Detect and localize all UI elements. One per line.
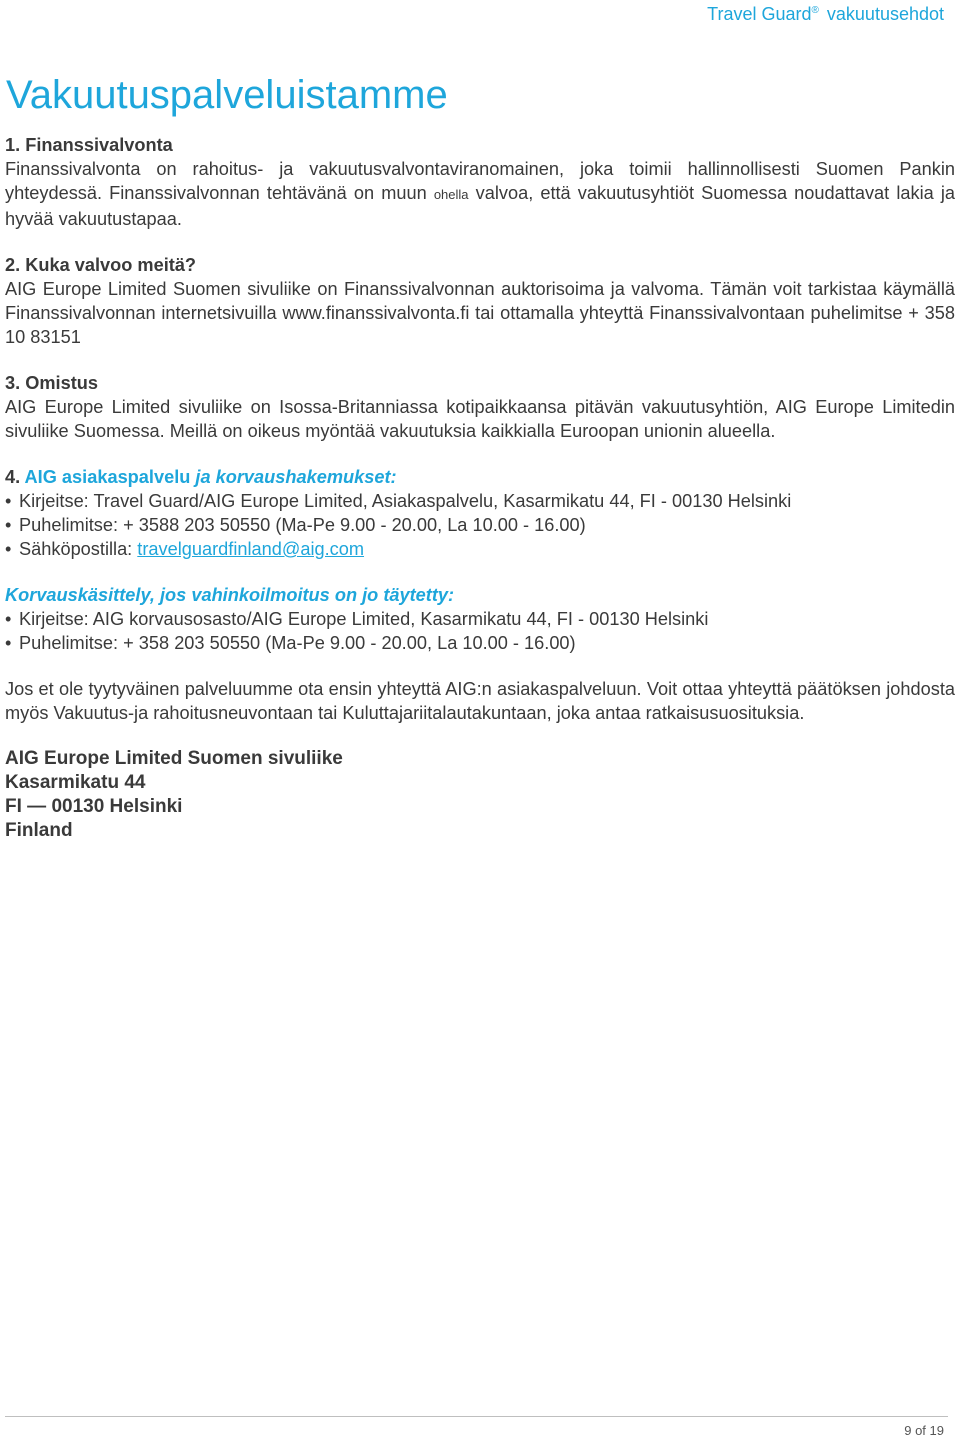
section-claims <box>5 583 955 655</box>
section-kuka-valvoo <box>5 253 955 349</box>
email-label: Sähköpostilla: <box>19 539 138 559</box>
document-body <box>5 133 955 843</box>
section-3-text: AIG Europe Limited sivuliike on Isossa-Britanniassa kotipaikkaansa pitävän vakuutusyhtiön, AIG Europe Limitedin sivuliike Suomessa. Meillä on oikeus myöntää vakuutuksia kaikkialla Euroopan unionin alueella. <box>5 397 955 441</box>
running-header <box>707 4 944 25</box>
section-4-heading <box>5 465 955 489</box>
list-item-text: Kirjeitse: Travel Guard/AIG Europe Limited, Asiakaspalvelu, Kasarmikatu 44, FI - 00130 Helsinki <box>19 491 792 511</box>
header-brand: Travel Guard <box>707 4 812 24</box>
registered-mark: ® <box>811 5 819 16</box>
list-item <box>5 537 955 561</box>
header-doc-title: vakuutusehdot <box>826 4 944 24</box>
section-1-text <box>5 157 955 231</box>
bullet-icon: • <box>5 633 12 653</box>
section-2-heading: 2. Kuka valvoo meitä? <box>5 255 197 275</box>
list-item-text: Puhelimitse: + 358 203 50550 (Ma-Pe 9.00 - 20.00, La 10.00 - 16.00) <box>19 633 576 653</box>
page-title: Vakuutuspalveluistamme <box>6 73 448 117</box>
section-4-heading-italic: ja korvaushakemukset: <box>190 467 397 487</box>
list-item <box>5 607 955 631</box>
list-item <box>5 513 955 537</box>
section-asiakaspalvelu <box>5 465 955 561</box>
section-4-heading-bold: AIG asiakaspalvelu <box>20 467 191 487</box>
list-item-text: Kirjeitse: AIG korvausosasto/AIG Europe Limited, Kasarmikatu 44, FI - 00130 Helsinki <box>19 609 709 629</box>
address-line-city: FI — 00130 Helsinki <box>5 796 183 817</box>
claims-list <box>5 607 955 655</box>
footer-divider <box>5 1416 948 1417</box>
section-finanssivalvonta <box>5 133 955 231</box>
address-line-street: Kasarmikatu 44 <box>5 772 146 793</box>
address-line-country: Finland <box>5 820 73 841</box>
section-2-text: AIG Europe Limited Suomen sivuliike on Finanssivalvonnan auktorisoima ja valvoma. Tämän voit tarkistaa käymällä Finanssivalvonnan internetsivuilla www.finanssivalvonta.fi tai ottamalla yhteyttä Finanssivalvontaan puhelimitse + 358 10 83151 <box>5 279 955 347</box>
list-item <box>5 489 955 513</box>
complaint-paragraph: Jos et ole tyytyväinen palveluumme ota ensin yhteyttä AIG:n asiakaspalveluun. Voit ottaa yhteyttä päätöksen johdosta myös Vakuutus-ja rahoitusneuvontaan tai Kuluttajariitalautakuntaan, joka antaa ratkaisusuosituksia. <box>5 679 955 723</box>
bullet-icon: • <box>5 539 12 559</box>
section-omistus <box>5 371 955 443</box>
bullet-icon: • <box>5 491 12 511</box>
section-1-text-b: valvoa, että vakuutusyhtiöt Suomessa noudattavat lakia ja hyvää vakuutustapaa. <box>5 183 955 229</box>
section-1-text-a: Finanssivalvonta on rahoitus- ja vakuutusvalvontaviranomainen, joka toimii hallinnollisesti Suomen Pankin yhteydessä. Finanssivalvonnan tehtävänä on muun <box>5 159 955 203</box>
section-1-text-small: ohella <box>433 187 469 202</box>
section-1-heading: 1. Finanssivalvonta <box>5 135 173 155</box>
claims-heading: Korvauskäsittely, jos vahinkoilmoitus on jo täytetty: <box>5 585 455 605</box>
page-number: 9 of 19 <box>904 1423 944 1438</box>
section-4-heading-number: 4. <box>5 467 21 487</box>
bullet-icon: • <box>5 515 12 535</box>
list-item <box>5 631 955 655</box>
email-link[interactable]: travelguardfinland@aig.com <box>137 539 365 559</box>
address-line-company: AIG Europe Limited Suomen sivuliike <box>5 748 343 769</box>
bullet-icon: • <box>5 609 12 629</box>
section-3-heading: 3. Omistus <box>5 373 98 393</box>
list-item-text: Puhelimitse: + 3588 203 50550 (Ma-Pe 9.00 - 20.00, La 10.00 - 16.00) <box>19 515 586 535</box>
company-address <box>5 747 955 843</box>
customer-service-list <box>5 489 955 561</box>
